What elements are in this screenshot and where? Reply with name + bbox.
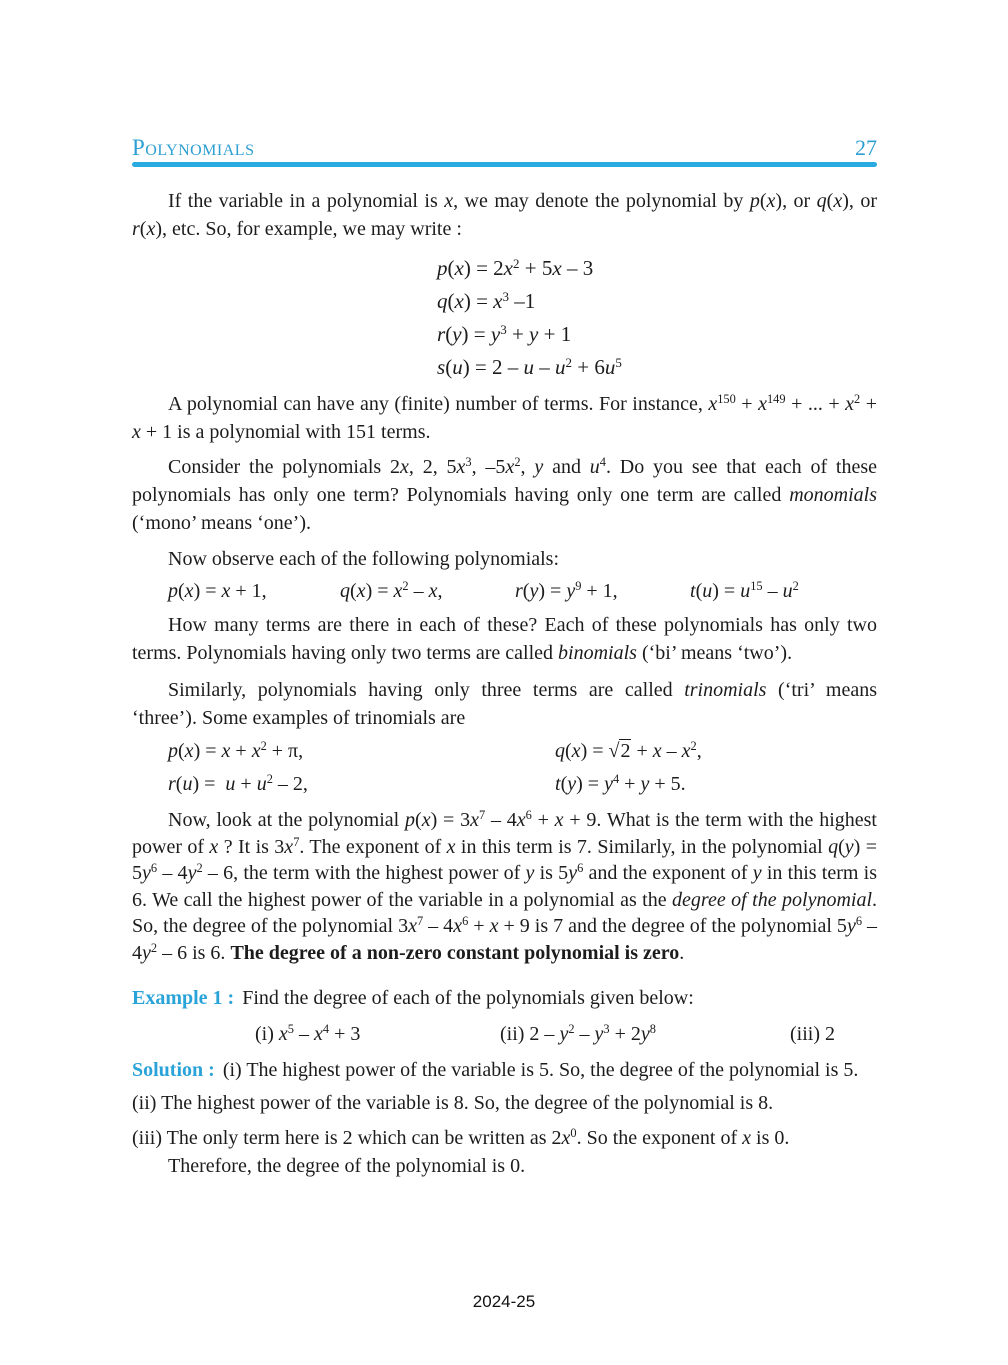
equation-px: $p(x) = 2x^2 + 5x - 3$ [437,255,594,280]
trinomial-example-3: $r(u) = u + u^2 - 2$, [168,772,308,795]
binomial-example-3: $r(y) = y^9 + 1$, [515,579,618,602]
binomial-example-1: p(x) = x + 1, [168,580,267,602]
solution-item-ii: (ii) The highest power of the variable is 8. So, the degree of the polynomial is 8. [132,1092,774,1114]
paragraph-trinomials: Similarly, polynomials having only three terms are called trinomials (‘tri’ means ‘three’). Some examples of trinomials are [132,679,877,729]
example-1-label: Example 1 : [132,987,235,1009]
paragraph-degree: Now, look at the polynomial $p(x) = 3x^7 - 4x^6 + x + 9$. What is the term with the highest power of x ? It is $3x^7$. The exponent of x in this term is 7. Similarly, in the polynomial $q(y) = 5y^6 - 4y^2 - 6$, the term with the highest power of y is $5y^6$ and the exponent of y in this term is 6. We call the highest power of the variable in a polynomial as the degree of the polynomial. So, the degree of the polynomial $3x^7 - 4x^6 + x + 9$ is 7 and the degree of the polynomial $5y^6 - 4y^2 - 6$ is 6. The degree of a non-zero constant polynomial is zero. [132,808,878,964]
page-header [132,136,877,160]
equation-qx: $q(x) = x^3$ –1 [437,288,536,313]
display-equations [132,252,877,384]
page-content [132,0,877,1180]
header-rule [132,162,877,167]
solution-item-iii: (iii) The only term here is 2 which can be written as $2x^0$. So the exponent of x is 0. Therefore, the degree of the polynomial is 0. [132,1126,790,1177]
trinomial-example-4: $t(y) = y^4 + y + 5$. [555,772,686,795]
equation-ry: $r(y) = y^3 + y + 1$ [437,321,572,346]
example-1-text: Find the degree of each of the polynomials given below: [242,987,694,1009]
footer-edition: 2024-25 [472,1292,536,1311]
example-1-paragraph [132,984,877,1012]
paragraph-binomials: How many terms are there in each of these? Each of these polynomials has only two terms. Polynomials having only two terms are called binomials (‘bi’ means ‘two’). [132,614,877,664]
paragraph-now-observe: Now observe each of the following polynomials: [168,548,560,570]
solution-item-i: (i) The highest power of the variable is 5. So, the degree of the polynomial is 5. [222,1059,859,1081]
chapter-title: Polynomials [132,135,255,160]
binomial-examples-row [132,576,877,606]
solution-paragraph [132,1056,877,1084]
binomial-example-4: $t(u) = u^{15} - u^2$ [690,579,799,602]
solution-label: Solution : [132,1059,215,1081]
trinomial-examples-block [132,735,877,803]
paragraph-finite-terms: A polynomial can have any (finite) number of terms. For instance, $x^{150} + x^{149}$ + ... + $x^2 + x + 1$ is a polynomial with 151 terms. [132,392,878,443]
example-item-ii: (ii) $2 - y^2 - y^3 + 2y^8$ [500,1022,656,1045]
example-item-iii: (iii) 2 [790,1023,835,1045]
paragraph-denote-polynomial: If the variable in a polynomial is x, we may denote the polynomial by p(x), or q(x), or r(x), etc. So, for example, we may write : [132,190,877,240]
page-number: 27 [855,135,877,160]
paragraph-monomials: Consider the polynomials 2x, 2, $5x^3$, $-5x^2$, y and $u^4$. Do you see that each of these polynomials has only one term? Polynomials having only one term are called monomials (‘mono’ means ‘one’). [132,455,878,534]
example-item-i: (i) $x^5 - x^4 + 3$ [255,1022,361,1045]
example-1-items-row [132,1020,877,1048]
trinomial-example-2: $q(x) = √2 + x - x^2$, [555,739,702,762]
trinomial-example-1: $p(x) = x + x^2 + \pi$, [168,739,304,762]
equation-su: $s(u) = 2 - u - u^2 + 6u^5$ [437,354,622,379]
binomial-example-2: $q(x) = x^2 - x$, [340,579,443,602]
